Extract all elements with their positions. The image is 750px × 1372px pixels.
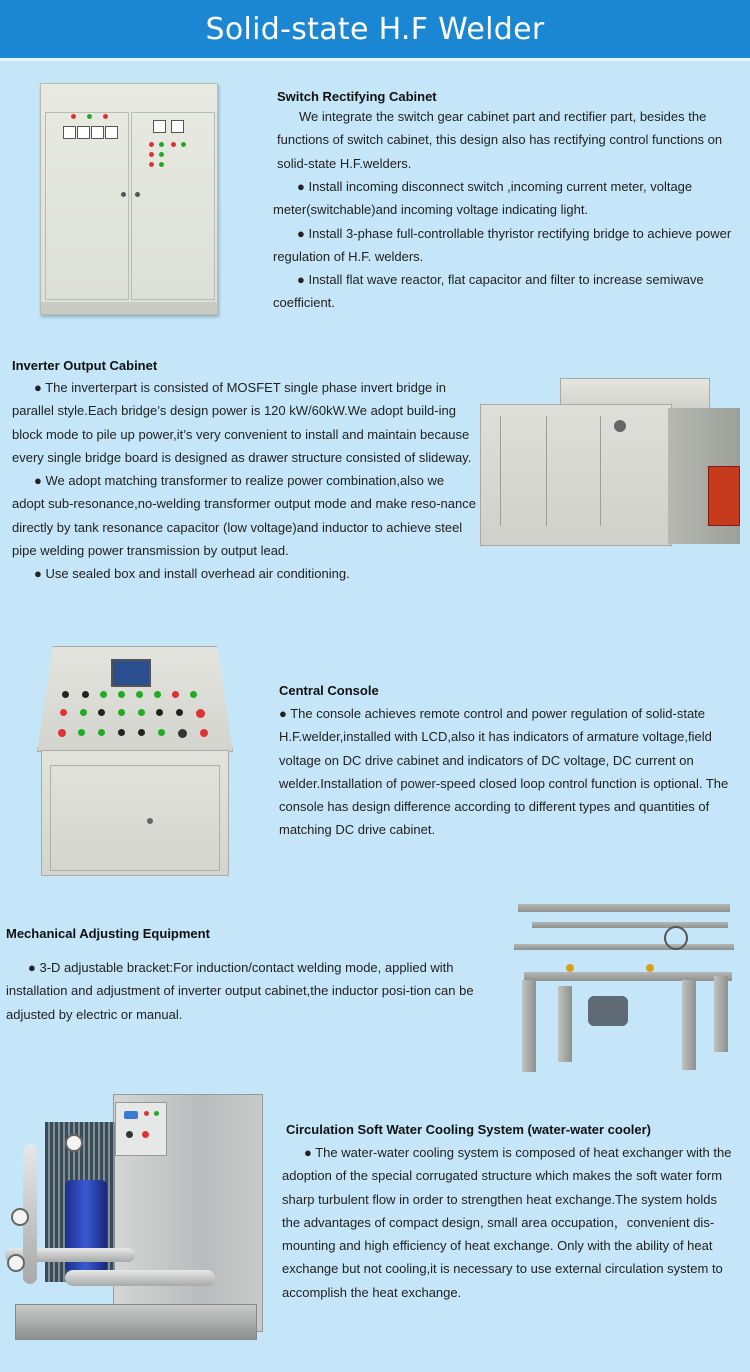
water-cooling-system-image [5, 1088, 263, 1338]
switch-rectifying-cabinet-image [40, 83, 218, 315]
list-item: ● We adopt matching transformer to realize power combination,also we adopt sub-resonance,no-welding transformer output mode and make reso-nance directly by tank resonance capacitor (low voltage)and inductor to achieve steel pipe welding power transmission by output lead. [12, 473, 476, 559]
page-title: Solid-state H.F Welder [205, 11, 545, 47]
cooling-title: Circulation Soft Water Cooling System (water-water cooler) [286, 1122, 652, 1137]
inverter-output-cabinet-image [478, 378, 748, 573]
list-item: ● The water-water cooling system is composed of heat exchanger with the adoption of the special corrugated structure which makes the soft water form sharp turbulent flow in order to strengthen heat exchange.The system holds the advantages of compact design, small area occupation，convenient dis-mounting and high efficiency of heat exchange. Only with the ability of heat exchange but not cooling,it is necessary to use external circulation system to accomplish the heat exchange. [282, 1145, 732, 1300]
console-title: Central Console [279, 683, 379, 698]
central-console-image [37, 646, 231, 874]
list-item: ● 3-D adjustable bracket:For induction/contact welding mode, applied with installation and adjustment of inverter output cabinet,the inductor posi-tion can be adjusted by electric or manual. [6, 960, 474, 1022]
list-item: ● Use sealed box and install overhead air conditioning. [34, 566, 350, 582]
switch-cabinet-intro: We integrate the switch gear cabinet part and rectifier part, besides the functions of switch cabinet, this design also has rectifying control functions on solid-state H.F.welders. [277, 109, 723, 171]
list-item: ● The inverterpart is consisted of MOSFET single phase invert bridge in parallel style.Each bridge’s design power is 120 kW/60kW.We adopt build-ing block mode to pile up power,it’s very convenient to install and maintain because every single bridge board is designed as drawer structure consisted of slideway. [12, 380, 472, 465]
mechanical-title: Mechanical Adjusting Equipment [6, 926, 210, 941]
list-item: ● The console achieves remote control and power regulation of solid-state H.F.welder,installed with LCD,also it has indicators of armature voltage,field voltage on DC drive cabinet and indicators of DC voltage, DC current on welder.Installation of power-speed closed loop control function is optional. The console has design difference according to different types and quantities of matching DC drive cabinet. [279, 706, 729, 838]
mechanical-text [6, 956, 500, 1026]
list-item: ● Install flat wave reactor, flat capacitor and filter to increase semiwave coefficient. [273, 272, 704, 311]
page-header [0, 0, 750, 61]
switch-cabinet-title: Switch Rectifying Cabinet [277, 89, 437, 104]
inverter-title: Inverter Output Cabinet [12, 358, 158, 373]
list-item: ● Install incoming disconnect switch ,incoming current meter, voltage meter(switchable)and incoming voltage indicating light. [273, 179, 693, 218]
cooling-text [282, 1141, 732, 1304]
mechanical-adjusting-equipment-image [514, 896, 734, 1072]
inverter-text [12, 376, 478, 586]
console-text [279, 702, 741, 842]
list-item: ● Install 3-phase full-controllable thyristor rectifying bridge to achieve power regulation of H.F. welders. [273, 225, 732, 264]
switch-cabinet-bullets [273, 175, 745, 315]
